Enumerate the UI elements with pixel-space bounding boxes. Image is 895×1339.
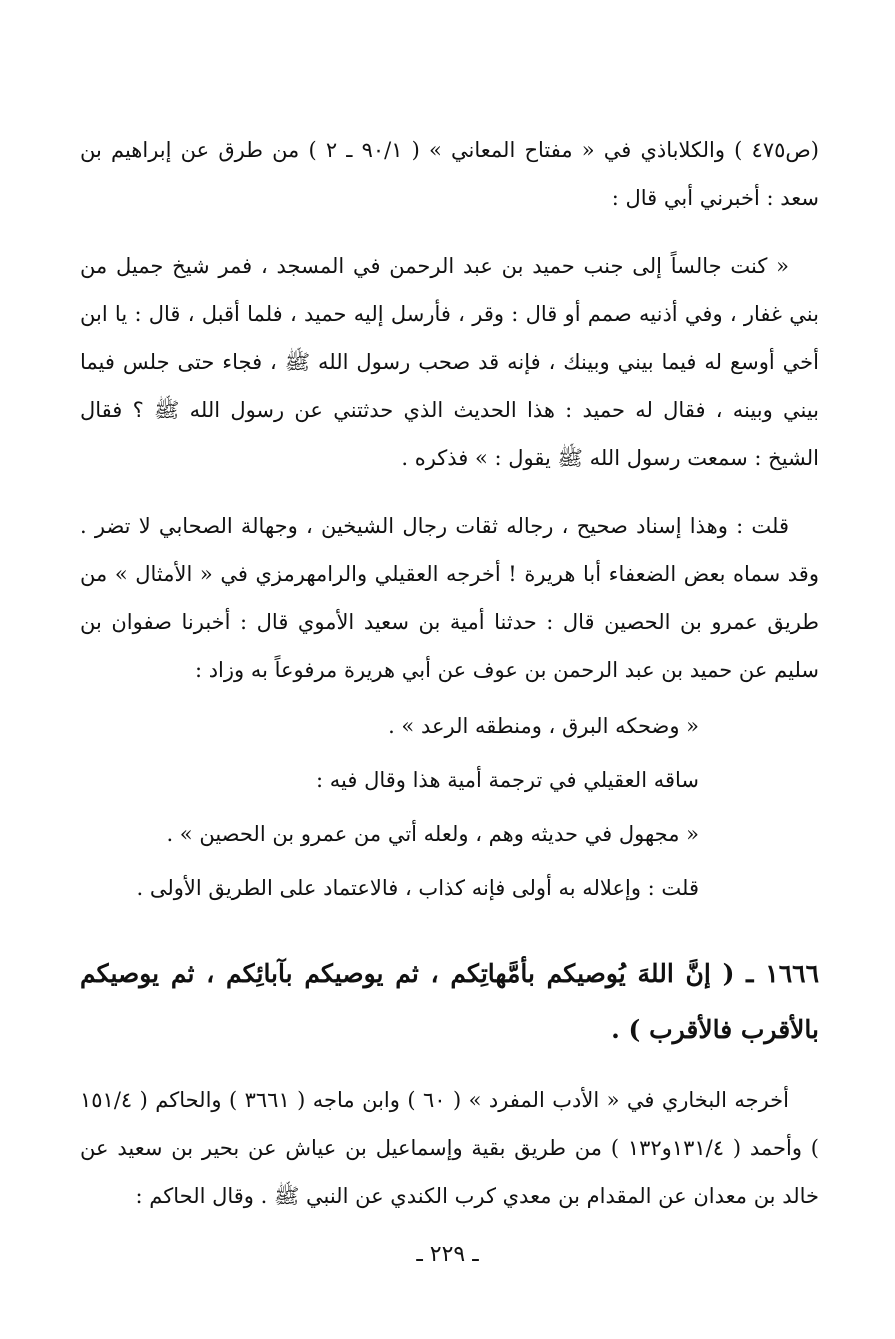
paragraph-takhrij: أخرجه البخاري في « الأدب المفرد » ( ٦٠ ) وابن ماجه ( ٣٦٦١ ) والحاكم ( ١٥١/٤ ) وأحمد ( ١٣١/٤و١٣٢ ) من طريق بقية وإسماعيل بن عياش عن بحير بن سعيد عن خالد بن معدان عن المقدام بن معدي كرب الكندي عن النبي ﷺ . وقال الحاكم : bbox=[80, 1088, 819, 1208]
quote-majhul: « مجهول في حديثه وهم ، ولعله أتي من عمرو بن الحصين » . bbox=[166, 822, 699, 846]
paragraph-conclusion: قلت : وإعلاله به أولى فإنه كذاب ، فالاعتماد على الطريق الأولى . bbox=[136, 876, 699, 900]
page-number: ـ ٢٢٩ ـ bbox=[416, 1242, 479, 1267]
paragraph-narration: « كنت جالساً إلى جنب حميد بن عبد الرحمن في المسجد ، فمر شيخ جميل من بني غفار ، وفي أذنيه صمم أو قال : وقر ، فأرسل إليه حميد ، فلما أقبل ، قال : يا ابن أخي أوسع له فيما بيني وبينك ، فإنه قد صحب رسول الله ﷺ ، فجاء حتى جلس فيما بيني وبينه ، فقال له حميد : هذا الحديث الذي حدثتني عن رسول الله ﷺ ؟ فقال الشيخ : سمعت رسول الله ﷺ يقول : » فذكره . bbox=[80, 254, 819, 470]
quote-addition: « وضحكه البرق ، ومنطقه الرعد » . bbox=[388, 714, 699, 738]
paragraph-commentary: قلت : وهذا إسناد صحيح ، رجاله ثقات رجال الشيخين ، وجهالة الصحابي لا تضر . وقد سماه بعض الضعفاء أبا هريرة ! أخرجه العقيلي والرامهرمزي في « الأمثال » من طريق عمرو بن الحصين قال : حدثنا أمية بن سعيد الأموي قال : أخبرنا صفوان بن سليم عن حميد بن عبد الرحمن بن عوف عن أبي هريرة مرفوعاً به وزاد : bbox=[80, 514, 819, 682]
paragraph-uqayli: ساقه العقيلي في ترجمة أمية هذا وقال فيه : bbox=[316, 768, 699, 792]
hadith-heading: ١٦٦٦ ـ ( إنَّ اللهَ يُوصيكم بأمَّهاتِكم ، ثم يوصيكم بآبائِكم ، ثم يوصيكم بالأقرب فالأقرب ) . bbox=[80, 959, 819, 1044]
paragraph-source: (ص٤٧٥ ) والكلاباذي في « مفتاح المعاني » ( ٩٠/١ ـ ٢ ) من طرق عن إبراهيم بن سعد : أخبرني أبي قال : bbox=[80, 138, 819, 210]
